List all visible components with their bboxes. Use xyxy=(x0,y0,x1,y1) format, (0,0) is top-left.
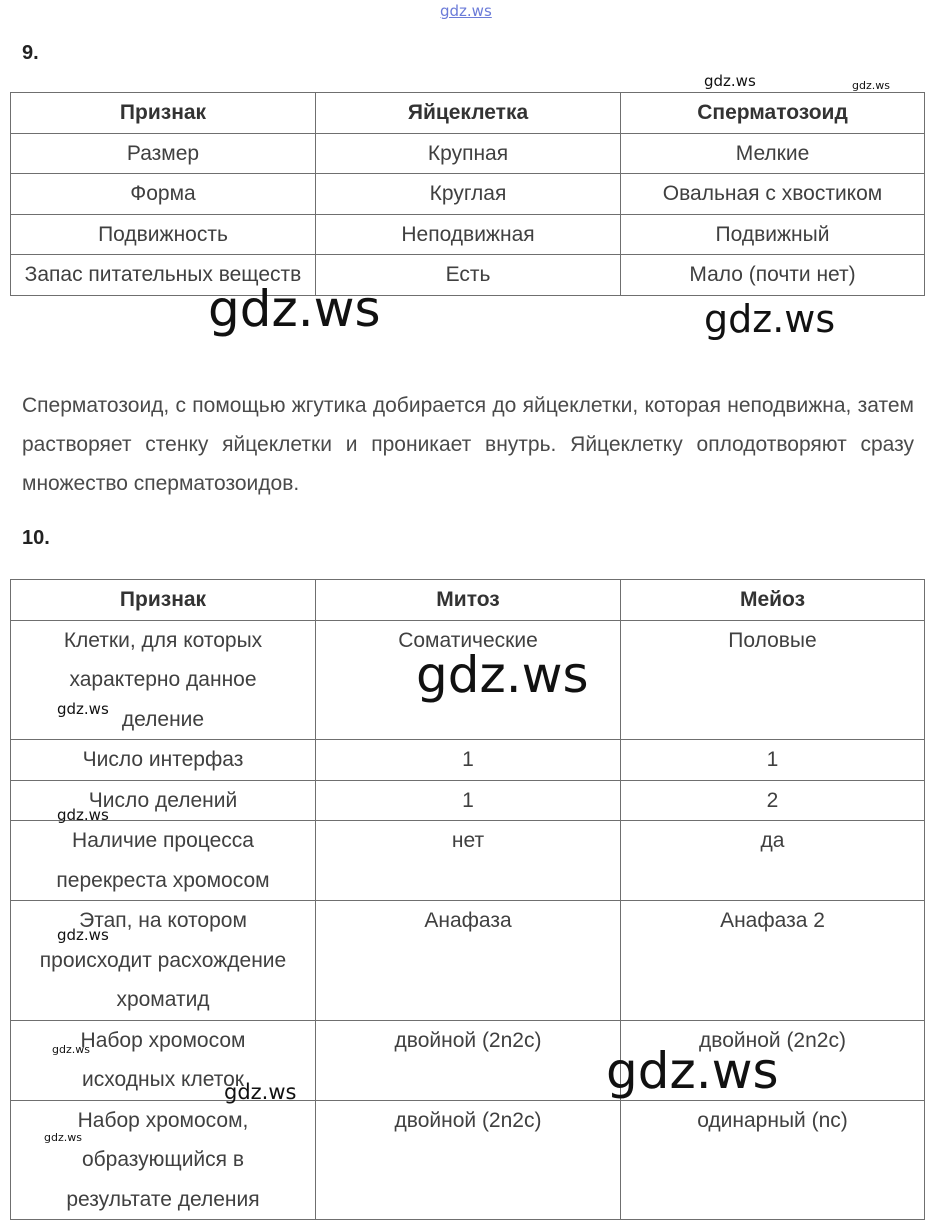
question-number-9: 9. xyxy=(22,42,39,64)
table-row xyxy=(11,174,925,215)
row-egg: Есть xyxy=(316,255,621,296)
table-row xyxy=(11,214,925,255)
row-mitosis: двойной (2n2c) xyxy=(316,1100,621,1220)
row-feature: Набор хромосом исходных клеток xyxy=(11,1020,316,1100)
row-feature: Число делений xyxy=(11,780,316,821)
table-cell-comparison xyxy=(10,92,925,296)
row-mitosis: Анафаза xyxy=(316,901,621,1021)
row-feature: Форма xyxy=(11,174,316,215)
watermark-text: gdz.ws xyxy=(416,646,589,704)
row-feature: Этап, на котором происходит расхождение хроматид xyxy=(11,901,316,1021)
watermark-text: gdz.ws xyxy=(208,280,381,338)
row-meiosis: 1 xyxy=(621,740,925,781)
row-egg: Крупная xyxy=(316,133,621,174)
row-sperm: Мало (почти нет) xyxy=(621,255,925,296)
row-feature: Набор хромосом, образующийся в результате деления xyxy=(11,1100,316,1220)
watermark-text: gdz.ws xyxy=(57,926,109,944)
row-meiosis: двойной (2n2c) xyxy=(621,1020,925,1100)
row-mitosis: Соматические xyxy=(316,620,621,740)
header-egg: Яйцеклетка xyxy=(316,93,621,134)
row-meiosis: Анафаза 2 xyxy=(621,901,925,1021)
table-header-row xyxy=(11,580,925,621)
answer-paragraph: Сперматозоид, с помощью жгутика добирается до яйцеклетки, которая неподвижна, затем растворяет стенку яйцеклетки и проникает внутрь. Яйцеклетку оплодотворяют сразу множество сперматозоидов. xyxy=(22,394,914,495)
table-row xyxy=(11,255,925,296)
table-row xyxy=(11,901,925,1021)
watermark-text: gdz.ws xyxy=(606,1042,779,1100)
row-mitosis: нет xyxy=(316,821,621,901)
row-sperm: Овальная с хвостиком xyxy=(621,174,925,215)
row-egg: Круглая xyxy=(316,174,621,215)
question-number-10: 10. xyxy=(22,527,50,549)
table-row xyxy=(11,821,925,901)
header-feature: Признак xyxy=(11,580,316,621)
row-mitosis: двойной (2n2c) xyxy=(316,1020,621,1100)
watermark-text: gdz.ws xyxy=(52,1043,90,1056)
row-feature: Подвижность xyxy=(11,214,316,255)
row-meiosis: одинарный (nc) xyxy=(621,1100,925,1220)
row-egg: Неподвижная xyxy=(316,214,621,255)
watermark-text: gdz.ws xyxy=(224,1080,297,1104)
row-mitosis: 1 xyxy=(316,780,621,821)
row-sperm: Подвижный xyxy=(621,214,925,255)
row-meiosis: да xyxy=(621,821,925,901)
row-feature: Размер xyxy=(11,133,316,174)
row-mitosis: 1 xyxy=(316,740,621,781)
table-row xyxy=(11,133,925,174)
row-meiosis: 2 xyxy=(621,780,925,821)
header-feature: Признак xyxy=(11,93,316,134)
watermark-text: gdz.ws xyxy=(704,297,836,341)
table-row xyxy=(11,740,925,781)
row-meiosis: Половые xyxy=(621,620,925,740)
table-row xyxy=(11,1100,925,1220)
table-header-row xyxy=(11,93,925,134)
table-row xyxy=(11,1020,925,1100)
watermark-text: gdz.ws xyxy=(852,79,890,92)
row-sperm: Мелкие xyxy=(621,133,925,174)
header-mitosis: Митоз xyxy=(316,580,621,621)
table-row xyxy=(11,780,925,821)
row-feature: Наличие процесса перекреста хромосом xyxy=(11,821,316,901)
row-feature: Клетки, для которых характерно данное деление xyxy=(11,620,316,740)
watermark-text: gdz.ws xyxy=(704,72,756,90)
header-meiosis: Мейоз xyxy=(621,580,925,621)
row-feature: Запас питательных веществ xyxy=(11,255,316,296)
watermark-top-link[interactable]: gdz.ws xyxy=(440,2,492,20)
watermark-text: gdz.ws xyxy=(44,1131,82,1144)
row-feature: Число интерфаз xyxy=(11,740,316,781)
watermark-text: gdz.ws xyxy=(57,700,109,718)
watermark-text: gdz.ws xyxy=(57,806,109,824)
header-sperm: Сперматозоид xyxy=(621,93,925,134)
